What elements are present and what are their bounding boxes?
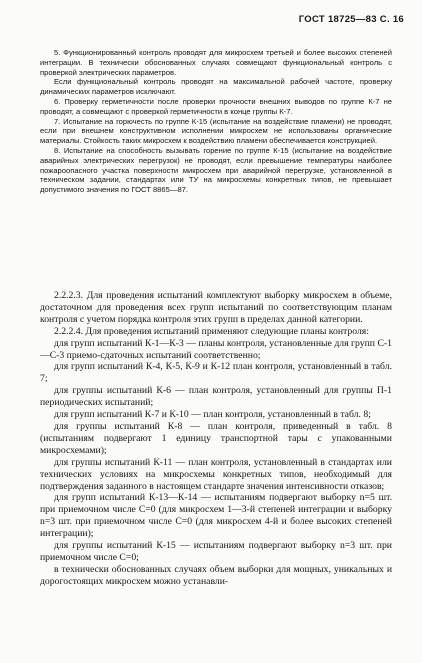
body-paragraph: в технически обоснованных случаях объем выборки для мощных, уникальных и дорогостоящих микросхем можно устанавли- bbox=[40, 563, 392, 587]
footnote-paragraph: 7. Испытание на горючесть по группе К-15 (испытание на воздействие пламени) не проводят, если при внешнем конструктивном исполнении микросхем не использованы органические материалы. Стойкость таких микросхем к воздействию пламени обеспечивается конструкцией. bbox=[40, 116, 392, 146]
body-paragraph: для групп испытаний К-7 и К-10 — план контроля, установленный в табл. 8; bbox=[54, 409, 371, 421]
footnote-paragraph: 6. Проверку герметичности после проверки прочности внешних выводов по группе К-7 не проводят, а совмещают с проверкой герметичности в конце группы К-7. bbox=[40, 96, 392, 116]
body-paragraph: для группы испытаний К-11 — план контроля, установленный в стандартах или технических условиях на микросхемы конкретных типов, необходимый для подтверждения заданного в настоящем стандарте значения интенсивности отказов; bbox=[40, 456, 392, 492]
footnote-paragraph: 8. Испытание на способность вызывать горение по группе К-15 (испытание на воздействие аварийных электрических перегрузок) не проводят, если превышение температуры наиболее пожароопасного участка поверхности микросхем при аварийной перегрузке, установленной в техническом задании, стандартах или ТУ на микросхемы конкретных типов, не превышает допустимого значения по ГОСТ 8865—87. bbox=[40, 145, 392, 195]
body-paragraph: для группы испытаний К-15 — испытаниям подвергают выборку n=3 шт. при приемочном числе C=0; bbox=[40, 540, 392, 563]
body-paragraph: для группы испытаний К-8 — план контроля, приведенный в табл. 8 (испытаниям подвергают 1 единицу транспортной тары с упакованными микросхемами); bbox=[40, 420, 392, 456]
footnote-paragraph: Если функциональный контроль проводят на максимальной рабочей частоте, проверку динамических параметров исключают. bbox=[40, 77, 392, 97]
footnote-paragraph: 5. Функционированный контроль проводят для микросхем третьей и более высоких степеней интеграции. В технически обоснованных случаях совмещают функциональный контроль с проверкой электрических параметров. bbox=[40, 48, 392, 77]
body-paragraph: 2.2.2.3. Для проведения испытаний комплектуют выборку микросхем в объеме, достаточном для проведения всех групп испытаний по соответствующим планам контроля с учетом порядка контроля этих групп в пределах данной категории. bbox=[40, 290, 392, 325]
page-header: ГОСТ 18725—83 С. 16 bbox=[298, 14, 404, 25]
body-paragraph: для групп испытаний К-4, К-5, К-9 и К-12 план контроля, установленный в табл. 7; bbox=[40, 361, 392, 385]
body-paragraph: для групп испытаний К-13—К-14 — испытаниям подвергают выборку n=5 шт. при приемочном числе C=0 (для микросхем 1—3-й степеней интеграции и выборку n=3 шт. при приемочном числе C=0 (для микросхем 4-й и более высоких степеней интеграции); bbox=[40, 492, 392, 540]
body-paragraph: 2.2.2.4. Для проведения испытаний применяют следующие планы контроля: bbox=[54, 325, 369, 337]
body-paragraph: для групп испытаний К-1—К-3 — планы контроля, установленные для групп С-1—С-3 приемо-сдаточных испытаний соответственно; bbox=[40, 337, 392, 361]
body-paragraph: для группы испытаний К-6 — план контроля, установленный для группы П-1 периодических испытаний; bbox=[40, 385, 392, 409]
main-text-block bbox=[40, 290, 392, 588]
footnotes-block bbox=[40, 48, 392, 195]
